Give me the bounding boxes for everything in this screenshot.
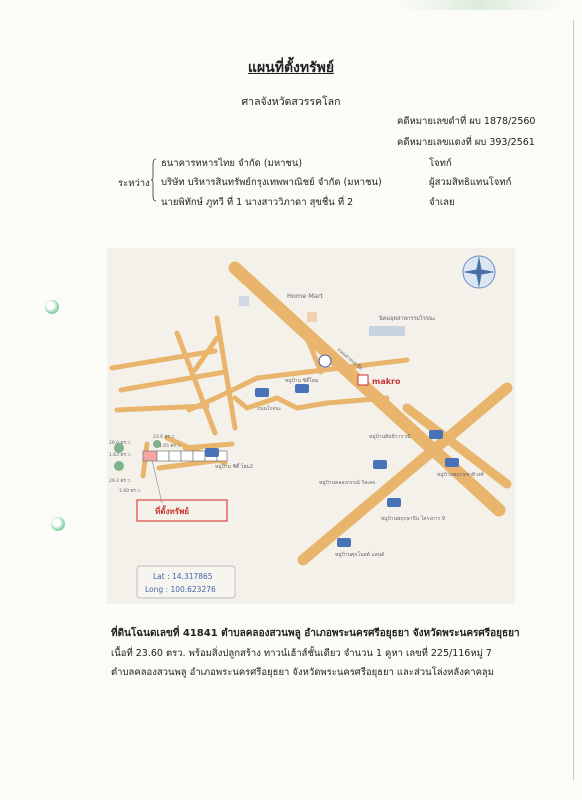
village-icon-a xyxy=(255,388,269,397)
label-long: Long : 100.623276 xyxy=(145,585,216,594)
industrial-icon xyxy=(369,326,405,336)
label-road-mid: ถนนสายเอเชีย xyxy=(335,346,364,372)
label-road-left: ถนนโรจนะ xyxy=(257,406,282,412)
label-village-d: หมู่บ้านพฤกษชาติวงศ์ xyxy=(437,472,484,478)
makro-icon xyxy=(358,375,368,385)
description-line-1: ที่ดินโฉนดเลขที่ 41841 ตำบลคลองสวนพลู อำเภอพระนครศรีอยุธยา จังหวัดพระนครศรีอยุธยา xyxy=(111,628,520,639)
party-defendant: นายพิทักษ์ ภูทวี ที่ 1 นางสาววิภาดา สุขชื่น ที่ 2 xyxy=(161,197,354,208)
punch-hole-bottom xyxy=(51,517,65,531)
label-village-f: หมู่บ้านพฤกษาบีน โครงการ 9 xyxy=(381,516,446,522)
village-icon-e xyxy=(445,458,459,467)
label-area-6: 1.60 ตร.ว. xyxy=(119,489,142,494)
label-makro: makro xyxy=(372,377,401,386)
red-case-number: คดีหมายเลขแดงที่ ผบ 393/2561 xyxy=(397,137,535,148)
role-plaintiff: โจทก์ xyxy=(429,158,452,169)
role-successor: ผู้สวมสิทธิแทนโจทก์ xyxy=(429,177,512,188)
village-icon-g xyxy=(387,498,401,507)
map-roads xyxy=(112,268,507,560)
label-village-b: หมู่บ้าน ซิตี้ โฮม2 xyxy=(215,464,254,470)
label-area-5: 29.2 ตร.ว. xyxy=(109,479,132,484)
court-name: ศาลจังหวัดสวรรคโลก xyxy=(241,96,341,108)
party-plaintiff: ธนาคารทหารไทย จำกัด (มหาชน) xyxy=(161,158,303,169)
label-area-2: 1.63 ตร.ว. xyxy=(109,453,132,458)
home-mart-icon xyxy=(307,312,317,322)
between-label: ระหว่าง xyxy=(118,178,150,189)
village-icon-f xyxy=(373,460,387,469)
village-icon-d xyxy=(429,430,443,439)
village-icon-h xyxy=(337,538,351,547)
label-area-3: 23.6 ตร.ว. xyxy=(153,435,176,440)
label-area-1: 29.0 ตร.ว. xyxy=(109,441,132,446)
page-title: แผนที่ตั้งทรัพย์ xyxy=(247,60,335,76)
description-line-3: ตำบลคลองสวนพลู อำเภอพระนครศรีอยุธยา จังหวัดพระนครศรีอยุธยา และส่วนโล่งหลังคาคลุม xyxy=(111,667,495,678)
label-village-e: หมู่บ้านคลองกรรณ์ วิลเลจ xyxy=(319,480,376,486)
description-line-2: เนื้อที่ 23.60 ตรว. พร้อมสิ่งปลูกสร้าง ทาวน์เฮ้าส์ชั้นเดียว จำนวน 1 คูหา เลขที่ 225/116หมู่ 7 xyxy=(111,648,492,659)
label-home-mart: Home Mart xyxy=(287,292,324,300)
black-case-number: คดีหมายเลขดำที่ ผบ 1878/2560 xyxy=(397,116,536,127)
label-village-a: หมู่บ้าน ซิตี้โฮม xyxy=(285,378,319,384)
party-successor: บริษัท บริหารสินทรัพย์กรุงเทพพาณิชย์ จำกัด (มหาชน) xyxy=(161,177,382,188)
small-landmark-icon xyxy=(239,296,249,306)
label-lat: Lat : 14.317865 xyxy=(153,572,213,581)
road-local-8 xyxy=(185,444,232,448)
label-property: ที่ตั้งทรัพย์ xyxy=(155,507,189,516)
label-village-g: หมู่บ้านศุภโนสต์ แลนด์ xyxy=(335,552,385,558)
label-area-4: 1.65 ตร.ว. xyxy=(159,444,182,449)
role-defendant: จำเลย xyxy=(429,197,455,208)
compass-icon xyxy=(463,256,495,288)
punch-hole-top xyxy=(45,300,59,314)
village-icon-c xyxy=(205,448,219,457)
road-local-2 xyxy=(121,372,225,390)
scan-edge-line xyxy=(573,20,574,780)
target-unit xyxy=(143,451,157,461)
location-map xyxy=(107,248,515,604)
label-village-c: หมู่บ้านสินทิวาราณี xyxy=(369,434,411,440)
village-icon-b xyxy=(295,384,309,393)
scan-smudge xyxy=(400,0,560,10)
landmark-icon xyxy=(319,355,331,367)
party-brace xyxy=(151,158,157,202)
label-market: นิคมอุตสาหกรรมโรจนะ xyxy=(379,316,436,322)
